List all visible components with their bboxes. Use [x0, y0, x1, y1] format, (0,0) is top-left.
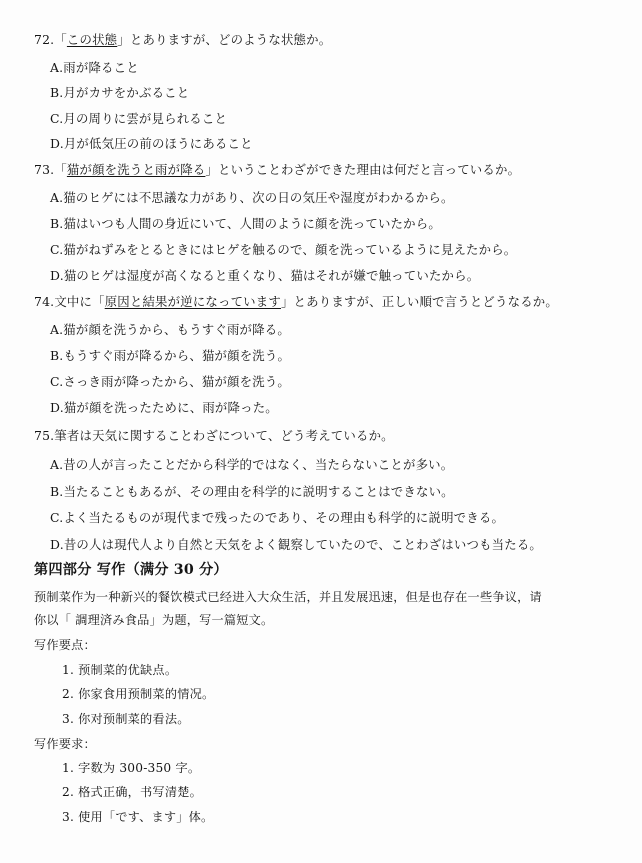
option-72-d: D.月が低気圧の前のほうにあること	[50, 136, 253, 151]
option-73-b: B.猫はいつも人間の身近にいて、人間のように顔を洗っていたから。	[50, 216, 441, 231]
option-75-c: C.よく当たるものが現代まで残ったのであり、その理由も科学的に説明できる。	[50, 510, 505, 525]
option-73-a: A.猫のヒゲには不思議な力があり、次の日の気圧や湿度がわかるから。	[50, 190, 454, 205]
question-75: 75.筆者は天気に関することわざについて、どう考えているか。	[34, 428, 394, 443]
underlined-phrase: 猫が顔を洗うと雨が降る	[66, 162, 206, 177]
point-item-2: 2. 你家食用预制菜的情况。	[62, 687, 215, 701]
requirement-item-1: 1. 字数为 300-350 字。	[62, 761, 201, 775]
option-75-a: A.昔の人が言ったことだから科学的ではなく、当たらないことが多い。	[50, 457, 454, 472]
points-header: 写作要点：	[34, 638, 96, 652]
question-number: 74.	[34, 294, 55, 309]
option-74-d: D.猫が顔を洗ったために、雨が降った。	[50, 400, 278, 415]
option-72-a: A.雨が降ること	[50, 60, 139, 75]
point-item-1: 1. 预制菜的优缺点。	[62, 663, 178, 677]
underlined-phrase: この状態	[66, 32, 118, 47]
point-item-3: 3. 你对预制菜的看法。	[62, 712, 190, 726]
section-title: 第四部分 写作（满分 30 分）	[34, 562, 228, 578]
question-suffix: 」とありますが、どのような状態か。	[117, 32, 332, 47]
option-75-b: B.当たることもあるが、その理由を科学的に説明することはできない。	[50, 484, 454, 499]
option-75-d: D.昔の人は現代人より自然と天気をよく観察していたので、ことわざはいつも当たる。	[50, 537, 543, 552]
writing-prompt-line-1: 预制菜作为一种新兴的餐饮模式已经进入大众生活，并且发展迅速，但是也存在一些争议，请	[34, 590, 542, 604]
question-72	[34, 32, 331, 48]
option-74-b: B.もうすぐ雨が降るから、猫が顔を洗う。	[50, 348, 291, 363]
question-prefix: 「	[54, 162, 67, 177]
option-73-d: D.猫のヒゲは湿度が高くなると重くなり、猫はそれが嫌で触っていたから。	[50, 268, 480, 283]
question-number: 72.	[34, 32, 55, 47]
option-74-c: C.さっき雨が降ったから、猫が顔を洗う。	[50, 374, 291, 389]
question-73	[34, 162, 520, 178]
requirement-item-3: 3. 使用「です、ます」体。	[62, 810, 214, 824]
option-74-a: A.猫が顔を洗うから、もうすぐ雨が降る。	[50, 322, 290, 337]
requirements-header: 写作要求：	[34, 737, 96, 751]
writing-prompt-line-2: 你以「 調理済み食品」为题，写一篇短文。	[34, 613, 274, 627]
underlined-phrase: 原因と結果が逆になっています	[104, 294, 281, 309]
option-72-b: B.月がカサをかぶること	[50, 85, 190, 100]
question-number: 73.	[34, 162, 55, 177]
question-prefix: 文中に「	[54, 294, 105, 309]
option-73-c: C.猫がねずみをとるときにはヒゲを触るので、顔を洗っているように見えたから。	[50, 242, 517, 257]
question-suffix: 」ということわざができた理由は何だと言っているか。	[205, 162, 521, 177]
question-74	[34, 294, 558, 310]
question-suffix: 」とありますが、正しい順で言うとどうなるか。	[280, 294, 558, 309]
requirement-item-2: 2. 格式正确，书写清楚。	[62, 785, 202, 799]
question-prefix: 「	[54, 32, 67, 47]
option-72-c: C.月の周りに雲が見られること	[50, 111, 228, 126]
